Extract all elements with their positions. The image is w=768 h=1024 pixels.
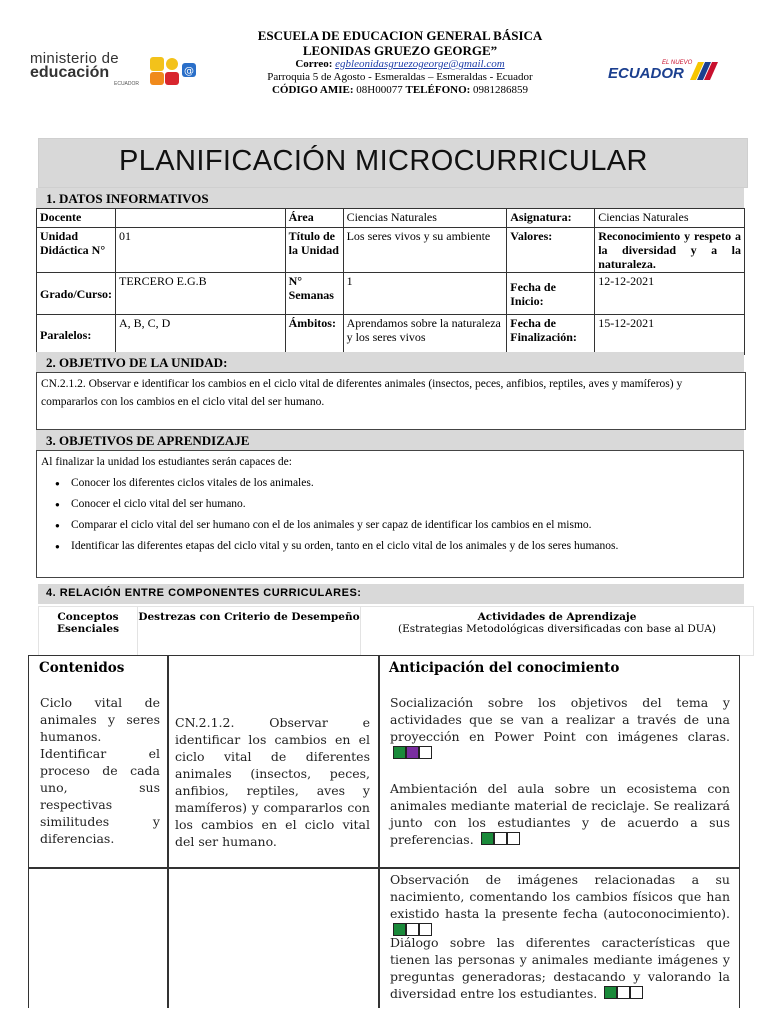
fin-value: 15-12-2021 xyxy=(595,315,745,355)
empty-cell-1 xyxy=(28,867,169,1008)
email-link[interactable]: egbleonidasgruezogeorge@gmail.com xyxy=(335,58,505,70)
dua-markers xyxy=(393,745,432,762)
anticipacion-heading: Anticipación del conocimiento xyxy=(389,660,620,676)
destreza-text: CN.2.1.2. Observar e identificar los cambios en el ciclo vital de diferentes animales (insectos, peces, anfibios, reptiles, aves y mamíferos) y compararlos con los cambios en el ciclo vital del ser humano. xyxy=(175,715,370,849)
activity-2 xyxy=(390,780,730,848)
datos-heading: 1. DATOS INFORMATIVOS xyxy=(46,191,209,206)
objetivo-text: CN.2.1.2. Observar e identificar los cambios en el ciclo vital de diferentes animales (insectos, peces, anfibios, reptiles, aves y mamíferos) y compararlos con los cambios en el ciclo vital del ser humano. xyxy=(41,378,683,408)
col-conceptos-label: Conceptos Esenciales xyxy=(57,611,119,635)
objetivo-box xyxy=(36,372,746,430)
col-destrezas-label: Destrezas con Criterio de Desempeño xyxy=(138,611,360,623)
activity-3-text: Observación de imágenes relacionadas a su nacimiento, comentando los cambios físicos que han existido hasta la presente fecha (autoconocimiento). xyxy=(390,872,730,921)
activities-cell xyxy=(378,867,740,1008)
unidad-label: Unidad Didáctica N° xyxy=(37,228,116,273)
list-item: ● Conocer el ciclo vital del ser humano. xyxy=(71,494,743,515)
list-item: ● Comparar el ciclo vital del ser humano con el de los animales y ser capaz de identificar los cambios en el mismo. xyxy=(71,515,743,536)
contenidos-text: Ciclo vital de animales y seres humanos. Identificar el proceso de cada uno, sus respectivas similitudes y diferencias. xyxy=(40,695,160,846)
activity-1-text: Socialización sobre los objetivos del tema y actividades que se van a realizar a través de una proyección en Power Point con imágenes claras. xyxy=(390,695,730,744)
ministerio-logo xyxy=(30,50,210,90)
ambitos-label: Ámbitos: xyxy=(285,315,343,355)
amie-line xyxy=(200,84,600,97)
email-label: Correo: xyxy=(295,58,333,70)
destreza-cell xyxy=(167,655,380,869)
dua-markers xyxy=(481,831,520,848)
datos-heading-bar xyxy=(36,188,744,208)
aprendizaje-intro: Al finalizar la unidad los estudiantes serán capaces de: xyxy=(41,456,292,468)
grado-label: Grado/Curso: xyxy=(37,273,116,315)
paralelos-label: Paralelos: xyxy=(37,315,116,355)
ecuador-logo-small: EL NUEVO xyxy=(662,60,693,66)
col-actividades-label: Actividades de Aprendizaje xyxy=(477,611,637,623)
svg-text:@: @ xyxy=(184,66,194,77)
activity-3 xyxy=(390,871,730,939)
area-value: Ciencias Naturales xyxy=(343,209,507,228)
col-actividades xyxy=(360,606,754,656)
ambitos-value: Aprendamos sobre la naturaleza y los seres vivos xyxy=(343,315,507,355)
inicio-label: Fecha de Inicio: xyxy=(507,273,595,315)
fin-label: Fecha de Finalización: xyxy=(507,315,595,355)
school-header xyxy=(200,28,600,97)
unidad-value: 01 xyxy=(116,228,286,273)
contenidos-heading: Contenidos xyxy=(39,660,125,676)
paralelos-value: A, B, C, D xyxy=(116,315,286,355)
docente-label: Docente xyxy=(37,209,116,228)
activity-4 xyxy=(390,934,730,1002)
email-line xyxy=(200,58,600,71)
empty-cell-2 xyxy=(167,867,380,1008)
col-destrezas xyxy=(137,606,361,656)
semanas-value: 1 xyxy=(343,273,507,315)
docente-value xyxy=(116,209,286,228)
ecuador-logo xyxy=(606,56,724,82)
col-conceptos xyxy=(38,606,138,656)
amie-label: CÓDIGO AMIE: xyxy=(271,84,354,96)
valores-value: Reconocimiento y respeto a la diversidad y a la naturaleza. xyxy=(595,228,745,273)
relacion-heading: 4. RELACIÓN ENTRE COMPONENTES CURRICULARES: xyxy=(46,587,362,599)
phone-label: TELÉFONO: xyxy=(405,84,471,96)
col-actividades-sub: (Estrategias Metodológicas diversificadas con base al DUA) xyxy=(398,623,716,635)
objetivo-heading: 2. OBJETIVO DE LA UNIDAD: xyxy=(46,355,228,370)
valores-label: Valores: xyxy=(507,228,595,273)
ministerio-text: ministerio de xyxy=(30,50,119,67)
aprendizaje-list xyxy=(37,473,743,557)
ministerio-emblem-icon xyxy=(148,55,200,87)
inicio-value: 12-12-2021 xyxy=(595,273,745,315)
aprendizaje-heading: 3. OBJETIVOS DE APRENDIZAJE xyxy=(46,433,250,448)
activity-1 xyxy=(390,694,730,762)
semanas-label: N° Semanas xyxy=(285,273,343,315)
anticipacion-cell xyxy=(378,655,740,869)
address-line: Parroquia 5 de Agosto - Esmeraldas – Esmeraldas - Ecuador xyxy=(267,71,533,83)
aprendizaje-heading-bar xyxy=(36,430,744,450)
datos-table xyxy=(36,208,745,355)
page-title: PLANIFICACIÓN MICROCURRICULAR xyxy=(119,145,648,177)
amie-value: 08H00077 xyxy=(356,84,403,96)
titulo-value: Los seres vivos y su ambiente xyxy=(343,228,507,273)
school-name-line2: LEONIDAS GRUEZO GEORGE” xyxy=(302,43,498,58)
activity-2-text: Ambientación del aula sobre un ecosistema con animales mediante material de reciclaje. Se realizará junto con los estudiantes y de acuerdo a sus preferencias. xyxy=(390,781,730,847)
phone-value: 0981286859 xyxy=(473,84,529,96)
list-item: ● Identificar las diferentes etapas del ciclo vital y su orden, tanto en el ciclo vital de los animales y de los seres humanos. xyxy=(71,536,743,557)
objetivo-heading-bar xyxy=(36,352,744,372)
activity-4-text: Diálogo sobre las diferentes características que tienen las personas y animales mediante imágenes y preguntas generadoras; destacando y valorando la diversidad entre los estudiantes. xyxy=(390,935,730,1001)
aprendizaje-box xyxy=(36,450,744,578)
title-bar xyxy=(38,138,748,188)
ecuador-logo-text: ECUADOR xyxy=(608,65,684,82)
educacion-text: educación xyxy=(30,64,110,81)
asignatura-label: Asignatura: xyxy=(507,209,595,228)
dua-markers xyxy=(604,985,643,1002)
asignatura-value: Ciencias Naturales xyxy=(595,209,745,228)
titulo-label: Título de la Unidad xyxy=(285,228,343,273)
area-label: Área xyxy=(285,209,343,228)
school-name-line1: ESCUELA DE EDUCACION GENERAL BÁSICA xyxy=(257,28,543,43)
ecuador-small-text: ECUADOR xyxy=(114,81,140,87)
grado-value: TERCERO E.G.B xyxy=(116,273,286,315)
contenidos-cell xyxy=(28,655,169,869)
list-item: ● Conocer los diferentes ciclos vitales de los animales. xyxy=(71,473,743,494)
relacion-heading-bar xyxy=(38,584,744,604)
